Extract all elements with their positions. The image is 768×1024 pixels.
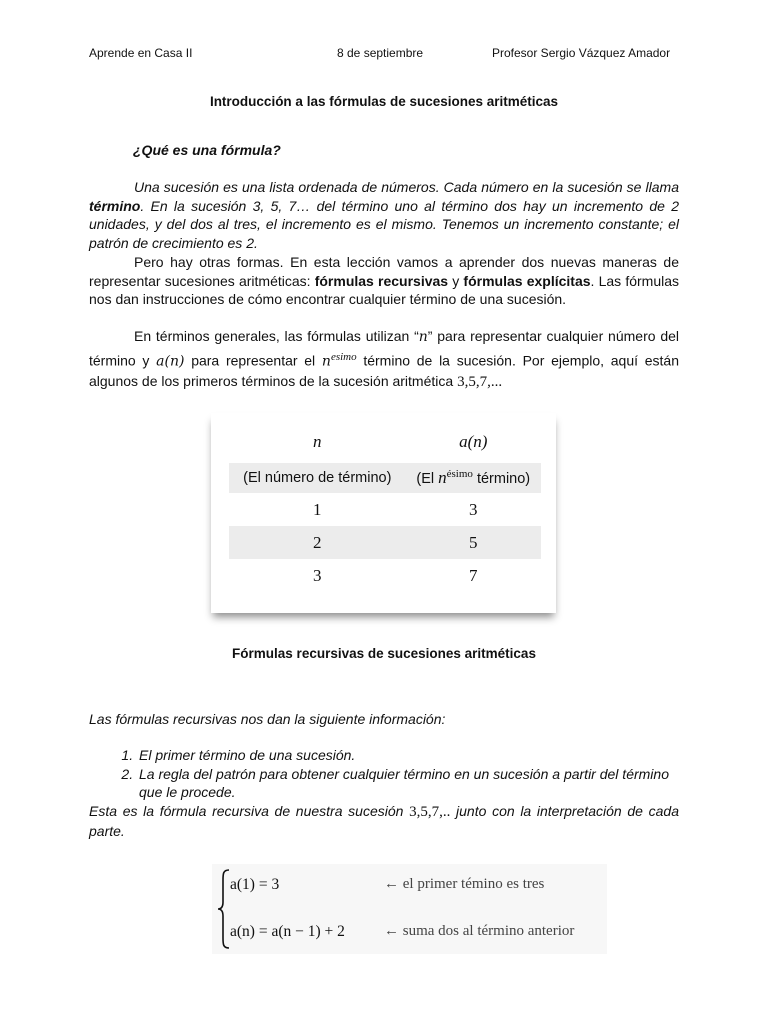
formula-recursive-rule: a(n) = a(n − 1) + 2 xyxy=(230,923,345,940)
paragraph-forms: Pero hay otras formas. En esta lección vamos a aprender dos nuevas maneras de representar sucesiones aritméticas: fórmulas recursivas y fórmulas explícitas. Las fórmulas nos dan instrucciones de cómo encontrar cualquier término de una sucesión. xyxy=(89,254,680,307)
table-cell: 7 xyxy=(469,565,478,585)
header-date: 8 de septiembre xyxy=(337,46,424,60)
formula-recursive-note: ← suma dos al término anterior xyxy=(384,923,575,939)
formula-first-term: a(1) = 3 xyxy=(230,876,280,893)
sequence-table xyxy=(229,421,541,592)
formula-first-term-note: ← el primer témino es tres xyxy=(384,876,545,892)
recursive-formula-figure xyxy=(212,864,607,954)
table-subheader-n: (El número de término) xyxy=(229,463,406,493)
table-cell: 1 xyxy=(313,499,322,519)
rules-list xyxy=(89,746,679,802)
paragraph-intro: Las fórmulas recursivas nos dan la siguiente información: xyxy=(89,711,446,727)
paragraph-closing: Esta es la fórmula recursiva de nuestra sucesión 3,5,7,.. junto con la interpretación de cada parte. xyxy=(89,803,679,839)
table-subheader-an: (El $n^{ésimo}$ término) xyxy=(406,463,541,493)
table-cell: 3 xyxy=(313,565,322,585)
section-subtitle: Fórmulas recursivas de sucesiones aritméticas xyxy=(232,646,536,661)
header-left: Aprende en Casa II xyxy=(89,46,193,60)
table-cell: 5 xyxy=(406,526,541,559)
term-bold: término xyxy=(89,197,141,214)
table-cell: 2 xyxy=(229,526,406,559)
section-question: ¿Qué es una fórmula? xyxy=(133,142,281,158)
sequence-table-figure xyxy=(211,413,556,613)
table-header-n: n xyxy=(313,432,322,451)
table-cell: 3 xyxy=(469,499,478,519)
paragraph-notation: En términos generales, las fórmulas utilizan “n” para representar cualquier número del término y a(n) para representar el $n^{esimo}$ término de la sucesión. Por ejemplo, aquí están algunos de los primeros términos de la sucesión aritmética 3,5,7,... xyxy=(89,328,679,390)
header-author: Profesor Sergio Vázquez Amador xyxy=(492,46,671,60)
page-title: Introducción a las fórmulas de sucesiones aritméticas xyxy=(209,94,559,109)
paragraph-definition: Una sucesión es una lista ordenada de números. Cada número en la sucesión se llama término. En la sucesión 3, 5, 7… del término uno al término dos hay un incremento de 2 unidades, y del dos al tres, el incremento es el mismo. Tenemos un incremento constante; el patrón de crecimiento es 2. xyxy=(89,179,679,251)
list-item: 2. La regla del patrón para obtener cualquier término en un sucesión a partir del término que le procede. xyxy=(137,765,679,802)
table-header-an: a(n) xyxy=(459,432,488,451)
list-item: 1. El primer término de una sucesión. xyxy=(137,746,679,765)
